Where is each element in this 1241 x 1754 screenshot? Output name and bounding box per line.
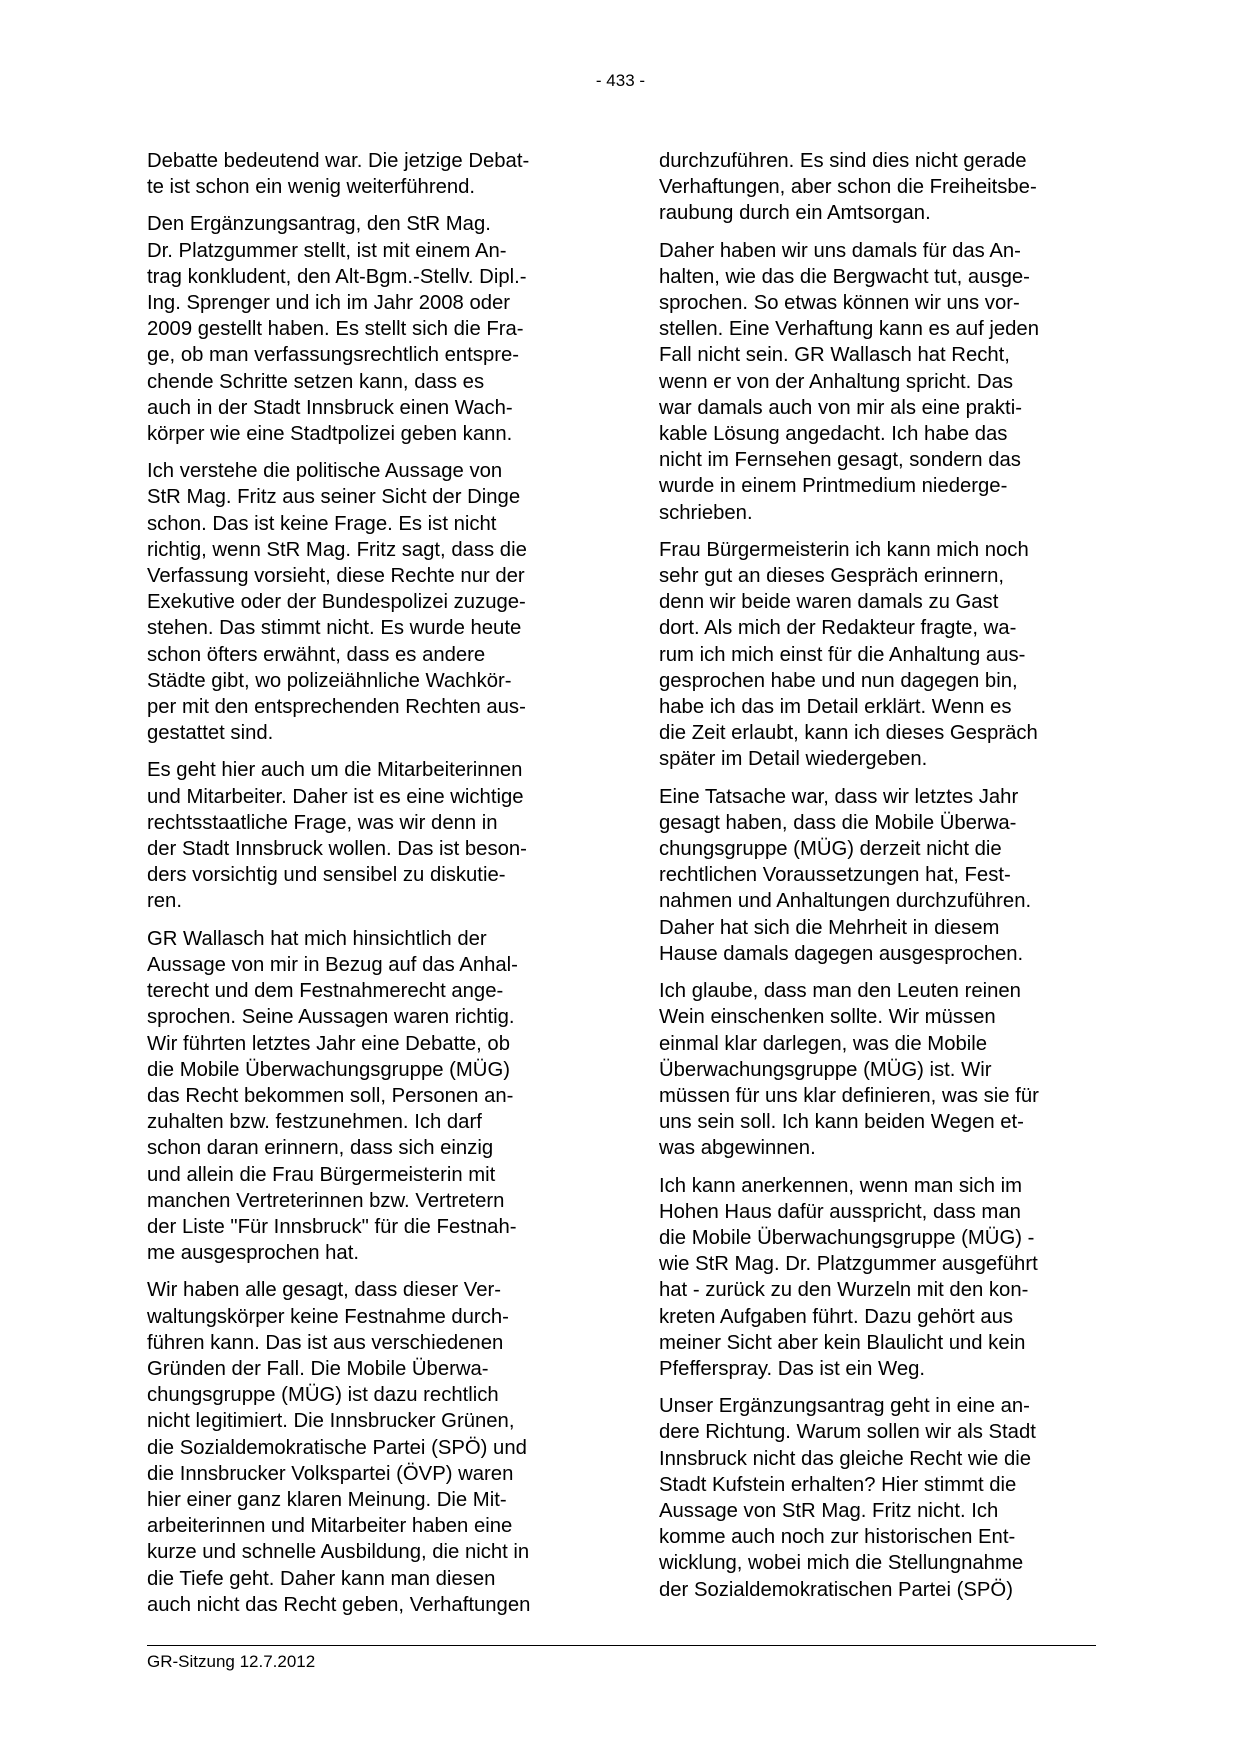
paragraph: Daher haben wir uns damals für das An- halten, wie das die Bergwacht tut, ausge- sprochen. So etwas können wir uns vor- stellen. Eine Verhaftung kann es auf jeden Fall nicht sein. GR Wallasch hat Recht, wenn er von der Anhaltung spricht. Das war damals auch von mir als eine prakti- kable Lösung angedacht. Ich habe das nicht im Fernsehen gesagt, sondern das wurde in einem Printmedium niederge- schrieben. (659, 239, 1039, 524)
footer-divider (147, 1645, 1096, 1646)
paragraph: Wir haben alle gesagt, dass dieser Ver- waltungskörper keine Festnahme durch- führen kann. Das ist aus verschiedenen Gründen der Fall. Die Mobile Überwa- chungsgruppe (MÜG) ist dazu rechtlich nicht legitimiert. Die Innsbrucker Grünen, die Sozialdemokratische Partei (SPÖ) und die Innsbrucker Volkspartei (ÖVP) waren hier einer ganz klaren Meinung. Die Mit- arbeiterinnen und Mitarbeiter haben eine kurze und schnelle Ausbildung, die nicht in die Tiefe geht. Daher kann man diesen auch nicht das Recht geben, Verhaftungen (147, 1279, 531, 1616)
paragraph: Ich kann anerkennen, wenn man sich im Hohen Haus dafür ausspricht, dass man die Mobile Überwachungsgruppe (MÜG) - wie StR Mag. Dr. Platzgummer ausgeführt hat - zurück zu den Wurzeln mit den kon- kreten Aufgaben führt. Dazu gehört aus meiner Sicht aber kein Blaulicht und kein Pfefferspray. Das ist ein Weg. (659, 1174, 1038, 1380)
paragraph: Ich glaube, dass man den Leuten reinen Wein einschenken sollte. Wir müssen einmal klar darlegen, was die Mobile Überwachungsgruppe (MÜG) ist. Wir müssen für uns klar definieren, was sie für uns sein soll. Ich kann beiden Wegen et- was abgewinnen. (659, 980, 1039, 1160)
right-column (659, 148, 1107, 1614)
paragraph: Debatte bedeutend war. Die jetzige Debat- te ist schon ein wenig weiterführend. (147, 150, 530, 199)
left-column (147, 148, 595, 1629)
paragraph: Es geht hier auch um die Mitarbeiterinnen und Mitarbeiter. Daher ist es eine wichtige rechtsstaatliche Frage, was wir denn in der Stadt Innsbruck wollen. Das ist beson- ders vorsichtig und sensibel zu diskutie- ren. (147, 759, 527, 913)
page-number: - 433 - (595, 71, 646, 90)
paragraph: GR Wallasch hat mich hinsichtlich der Aussage von mir in Bezug auf das Anhal- terecht und dem Festnahmerecht ange- sprochen. Seine Aussagen waren richtig. Wir führten letztes Jahr eine Debatte, ob die Mobile Überwachungsgruppe (MÜG) das Recht bekommen soll, Personen an- zuhalten bzw. festzunehmen. Ich darf schon daran erinnern, dass sich einzig und allein die Frau Bürgermeisterin mit manchen Vertreterinnen bzw. Vertretern der Liste "Für Innsbruck" für die Festnah- me ausgesprochen hat. (147, 927, 518, 1265)
paragraph: Eine Tatsache war, dass wir letztes Jahr gesagt haben, dass die Mobile Überwa- chungsgruppe (MÜG) derzeit nicht die rechtlichen Voraussetzungen hat, Fest- nahmen und Anhaltungen durchzuführen. Daher hat sich die Mehrheit in diesem Hause damals dagegen ausgesprochen. (659, 785, 1032, 965)
footer-session-date: GR-Sitzung 12.7.2012 (147, 1652, 316, 1671)
paragraph: Unser Ergänzungsantrag geht in eine an- dere Richtung. Warum sollen wir als Stadt Innsbruck nicht das gleiche Recht wie die Stadt Kufstein erhalten? Hier stimmt die Aussage von StR Mag. Fritz nicht. Ich komme auch noch zur historischen Ent- wicklung, wobei mich die Stellungnahme der Sozialdemokratischen Partei (SPÖ) (659, 1395, 1036, 1601)
paragraph: durchzuführen. Es sind dies nicht gerade Verhaftungen, aber schon die Freiheitsbe- raubung durch ein Amtsorgan. (659, 150, 1037, 225)
paragraph: Ich verstehe die politische Aussage von StR Mag. Fritz aus seiner Sicht der Dinge schon. Das ist keine Frage. Es ist nicht richtig, wenn StR Mag. Fritz sagt, dass die Verfassung vorsieht, diese Rechte nur der Exekutive oder der Bundespolizei zuzuge- stehen. Das stimmt nicht. Es wurde heute schon öfters erwähnt, dass es andere Städte gibt, wo polizeiähnliche Wachkör- per mit den entsprechenden Rechten aus- gestattet sind. (147, 460, 527, 745)
paragraph: Frau Bürgermeisterin ich kann mich noch sehr gut an dieses Gespräch erinnern, denn wir beide waren damals zu Gast dort. Als mich der Redakteur fragte, wa- rum ich mich einst für die Anhaltung aus- gesprochen habe und nun dagegen bin, habe ich das im Detail erklärt. Wenn es die Zeit erlaubt, kann ich dieses Gespräch später im Detail wiedergeben. (659, 538, 1038, 771)
paragraph: Den Ergänzungsantrag, den StR Mag. Dr. Platzgummer stellt, ist mit einem An- trag konkludent, den Alt-Bgm.-Stellv. Dipl.- Ing. Sprenger und ich im Jahr 2008 oder 2009 gestellt haben. Es stellt sich die Fra- ge, ob man verfassungsrechtlich entspre- chende Schritte setzen kann, dass es auch in der Stadt Innsbruck einen Wach- körper wie eine Stadtpolizei geben kann. (147, 213, 527, 446)
